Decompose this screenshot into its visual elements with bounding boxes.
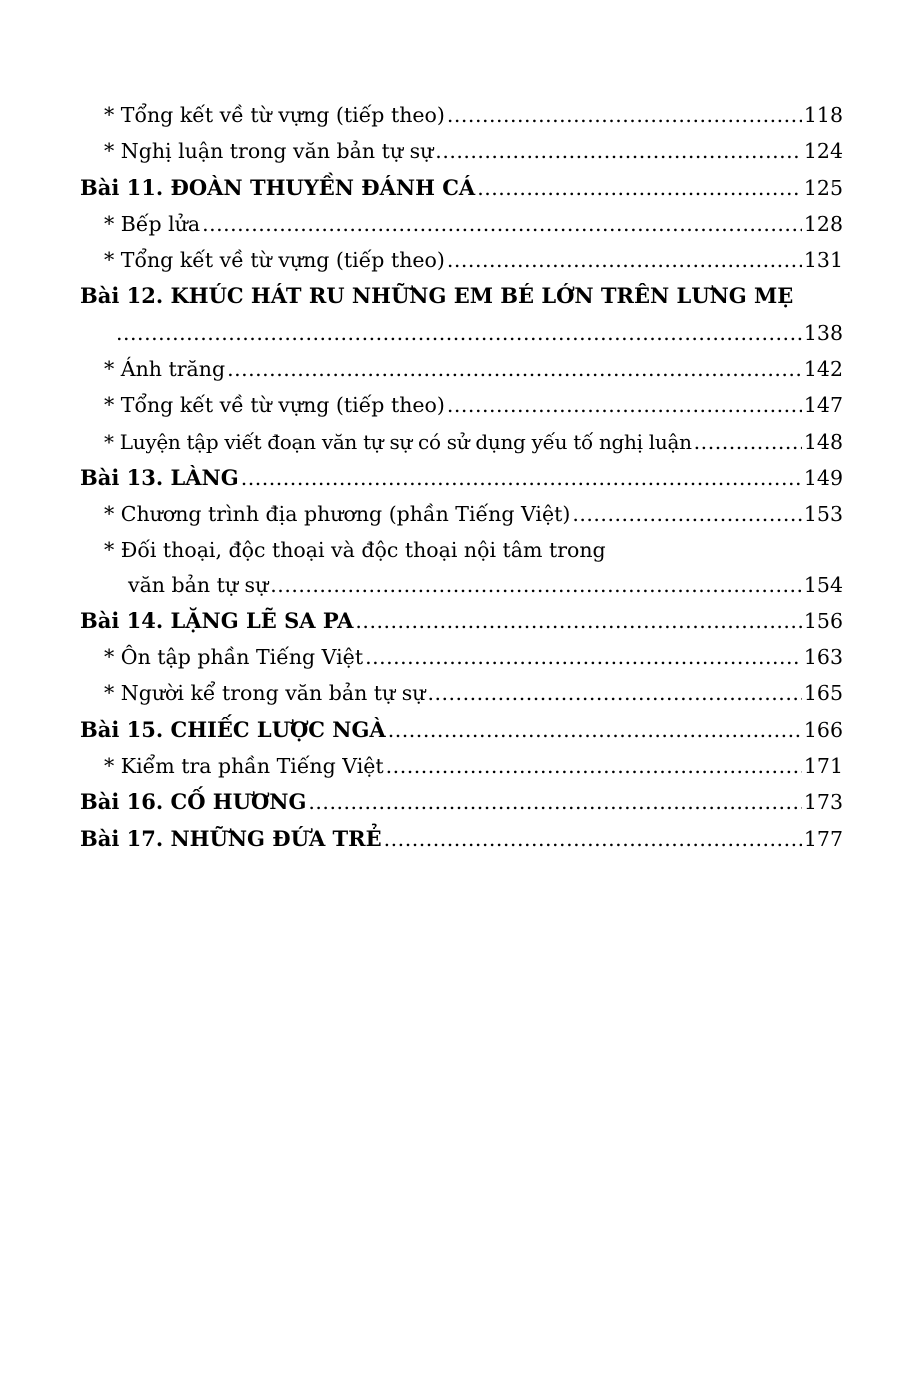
dot-leader: [308, 784, 801, 820]
toc-entry-title: * Người kể trong văn bản tự sự: [104, 681, 426, 706]
toc-entry[interactable]: [80, 242, 843, 278]
toc-lesson-entry[interactable]: [80, 784, 843, 820]
toc-entry-title: * Tổng kết về từ vựng (tiếp theo): [104, 393, 445, 418]
toc-lesson-entry[interactable]: [80, 278, 843, 314]
toc-entry-page: 177: [803, 826, 843, 851]
toc-entry[interactable]: [80, 206, 843, 242]
toc-entry-title: * Tổng kết về từ vựng (tiếp theo): [104, 248, 445, 273]
toc-entry-page: 124: [803, 139, 843, 164]
dot-leader: [355, 603, 801, 639]
dot-leader: [386, 748, 802, 784]
dot-leader: [447, 242, 802, 278]
dot-leader: [427, 675, 801, 711]
dot-leader: [202, 206, 802, 242]
toc-entry[interactable]: [80, 639, 843, 675]
table-of-contents: [80, 97, 843, 857]
dot-leader: [572, 496, 802, 532]
toc-entry-page: 149: [803, 465, 843, 490]
toc-entry-title: * Đối thoại, độc thoại và độc thoại nội tâm trong: [104, 537, 606, 562]
toc-entry-page: 138: [803, 320, 843, 345]
toc-entry-title: * Luyện tập viết đoạn văn tự sự có sử dụng yếu tố nghị luận: [104, 429, 692, 454]
toc-entry-title: * Ôn tập phần Tiếng Việt: [104, 645, 364, 670]
toc-lesson-title: Bài 15. CHIẾC LƯỢC NGÀ: [80, 716, 386, 742]
toc-entry-page: 166: [803, 717, 843, 742]
toc-lesson-entry[interactable]: [80, 821, 843, 857]
toc-entry-page: 163: [803, 645, 843, 670]
toc-lesson-entry[interactable]: [80, 460, 843, 496]
dot-leader: [227, 351, 802, 387]
dot-leader: [116, 315, 802, 351]
toc-entry[interactable]: [80, 496, 843, 532]
toc-entry-page: 165: [803, 681, 843, 706]
toc-entry-title: * Nghị luận trong văn bản tự sự: [104, 139, 434, 164]
toc-lesson-entry[interactable]: [80, 712, 843, 748]
dot-leader: [477, 170, 802, 206]
toc-entry-page: 171: [803, 754, 843, 779]
toc-lesson-title: Bài 17. NHỮNG ĐỨA TRẺ: [80, 825, 382, 851]
toc-entry-page: 131: [803, 248, 843, 273]
toc-entry-title: * Chương trình địa phương (phần Tiếng Việt): [104, 502, 571, 527]
toc-lesson-title: Bài 12. KHÚC HÁT RU NHỮNG EM BÉ LỚN TRÊN LƯNG MẸ: [80, 283, 794, 309]
dot-leader: [447, 97, 802, 133]
toc-entry-page: 156: [803, 608, 843, 633]
toc-entry-continuation[interactable]: [80, 567, 843, 603]
toc-entry-page: 118: [803, 103, 843, 127]
toc-lesson-entry[interactable]: [80, 603, 843, 639]
toc-entry-title: * Ánh trăng: [104, 357, 226, 382]
toc-entry-page: 173: [803, 790, 843, 815]
toc-entry-page: 128: [803, 211, 843, 236]
toc-lesson-title: Bài 16. CỐ HƯƠNG: [80, 789, 307, 815]
dot-leader: [447, 387, 802, 423]
dot-leader: [435, 133, 802, 169]
dot-leader: [270, 567, 802, 603]
toc-entry[interactable]: [80, 387, 843, 423]
toc-entry-page: 142: [803, 357, 843, 382]
toc-entry-page: 154: [803, 572, 843, 597]
toc-entry[interactable]: [80, 351, 843, 387]
toc-entry-continuation[interactable]: [80, 315, 843, 351]
toc-entry[interactable]: [80, 675, 843, 711]
toc-lesson-entry[interactable]: [80, 170, 843, 206]
toc-entry-title: văn bản tự sự: [128, 572, 269, 597]
dot-leader: [388, 712, 802, 748]
dot-leader: [384, 821, 802, 857]
toc-entry[interactable]: [80, 133, 843, 169]
toc-entry-page: 147: [803, 393, 843, 418]
dot-leader: [241, 460, 802, 496]
toc-entry-page: 153: [803, 502, 843, 527]
toc-lesson-title: Bài 13. LÀNG: [80, 464, 239, 490]
toc-entry-title: * Tổng kết về từ vựng (tiếp theo): [104, 103, 445, 127]
toc-entry-page: 125: [803, 175, 843, 200]
toc-lesson-title: Bài 14. LẶNG LẼ SA PA: [80, 607, 354, 633]
toc-lesson-title: Bài 11. ĐOÀN THUYỀN ĐÁNH CÁ: [80, 174, 476, 200]
toc-entry-title: * Kiểm tra phần Tiếng Việt: [104, 754, 384, 779]
toc-entry[interactable]: [80, 424, 843, 460]
toc-entry[interactable]: [80, 533, 843, 567]
toc-entry-title: * Bếp lửa: [104, 211, 201, 236]
dot-leader: [694, 424, 802, 460]
toc-entry[interactable]: [80, 748, 843, 784]
toc-entry[interactable]: [80, 97, 843, 133]
dot-leader: [365, 639, 802, 675]
toc-entry-page: 148: [803, 429, 843, 454]
